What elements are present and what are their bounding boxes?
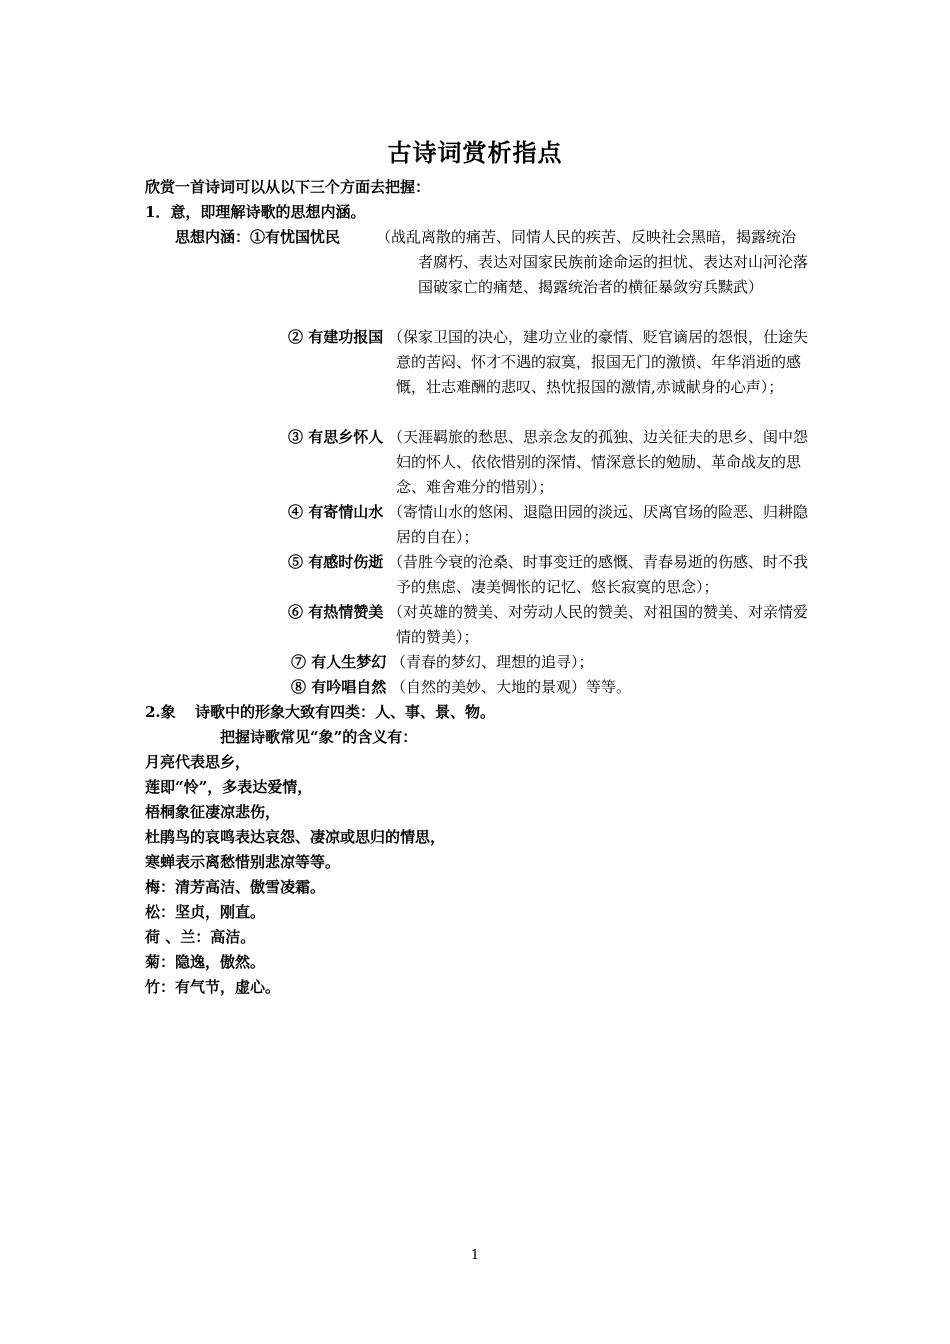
theme-item-head: ⑤ 有感时伤逝 (288, 553, 384, 571)
theme-item-6 (288, 600, 810, 650)
theme-item-head: ② 有建功报国 (288, 328, 384, 346)
theme-item-7 (291, 650, 810, 675)
image-meaning-line: 杜鹃鸟的哀鸣表达哀怨、凄凉或思归的情思， (145, 828, 446, 846)
theme-item-desc: （寄情山水的悠闲、退隐田园的淡远、厌离官场的险恶、归耕隐居的自在）； (388, 503, 809, 546)
theme-item-5 (288, 550, 810, 600)
page-number: 1 (470, 1248, 480, 1263)
document-title: 古诗词赏析指点 (387, 138, 563, 167)
theme-item-8 (291, 675, 810, 700)
section-1-heading: 1．意，即理解诗歌的思想内涵。 (145, 203, 366, 221)
image-meaning-line: 梅：清芳高洁、傲雪凌霜。 (145, 878, 326, 896)
section-2-heading-text: 诗歌中的形象大致有四类：人、事、景、物。 (195, 703, 496, 721)
intro-text: 欣赏一首诗词可以从以下三个方面去把握： (145, 178, 431, 196)
image-meaning-line: 松：坚贞，刚直。 (145, 903, 266, 921)
theme-item-desc: （自然的美妙、大地的景观）等等。 (391, 678, 632, 696)
theme-item-head: ③ 有思乡怀人 (288, 428, 384, 446)
theme-item-head: ④ 有寄情山水 (288, 503, 384, 521)
image-meaning-line: 莲即“怜”，多表达爱情， (145, 778, 313, 796)
theme-item-1 (250, 225, 810, 325)
section-2-heading: 2.象 (145, 703, 176, 721)
image-meaning-line: 寒蝉表示离愁惜别悲凉等等。 (145, 853, 341, 871)
theme-item-3 (288, 425, 810, 500)
theme-item-4 (288, 500, 810, 550)
theme-item-2 (288, 325, 810, 425)
theme-item-desc: （对英雄的赞美、对劳动人民的赞美、对祖国的赞美、对亲情爱情的赞美）； (388, 603, 809, 646)
theme-item-desc: （昔胜今衰的沧桑、时事变迁的感慨、青春易逝的伤感、时不我予的焦虑、凄美惆怅的记忆、悠长寂寞的思念）； (388, 553, 809, 596)
image-meaning-line: 菊：隐逸，傲然。 (145, 953, 266, 971)
image-meaning-line: 竹：有气节，虚心。 (145, 978, 281, 996)
theme-item-head: ⑥ 有热情赞美 (288, 603, 384, 621)
section-2-subheading: 把握诗歌常见“象”的含义有： (220, 728, 418, 746)
image-meaning-line: 梧桐象征凄凉悲伤， (145, 803, 281, 821)
theme-item-head: ⑧ 有吟唱自然 (291, 678, 387, 696)
theme-item-desc: （战乱离散的痛苦、同情人民的疾苦、反映社会黑暗，揭露统治者腐朽、表达对国家民族前途命运的担忧、表达对山河沦落国破家亡的痛楚、揭露统治者的横征暴敛穷兵黩武） (376, 228, 809, 296)
theme-item-desc: （青春的梦幻、理想的追寻）； (391, 653, 594, 671)
theme-item-desc: （保家卫国的决心，建功立业的豪情、贬官谪居的怨恨，仕途失意的苦闷、怀才不遇的寂寞，报国无门的激愤、年华消逝的感慨，壮志难酬的悲叹、热忱报国的激情,赤诚献身的心声）； (388, 328, 809, 396)
theme-item-head: ⑦ 有人生梦幻 (291, 653, 387, 671)
theme-item-head: ①有忧国忧民 (250, 228, 341, 246)
image-meaning-line: 月亮代表思乡， (145, 753, 251, 771)
content-label: 思想内涵： (175, 228, 251, 246)
theme-item-desc: （天涯羁旅的愁思、思亲念友的孤独、边关征夫的思乡、闺中怨妇的怀人、依依惜别的深情、情深意长的勉励、革命战友的思念、难舍难分的惜别）； (388, 428, 809, 496)
image-meaning-line: 荷 、兰：高洁。 (145, 928, 256, 946)
